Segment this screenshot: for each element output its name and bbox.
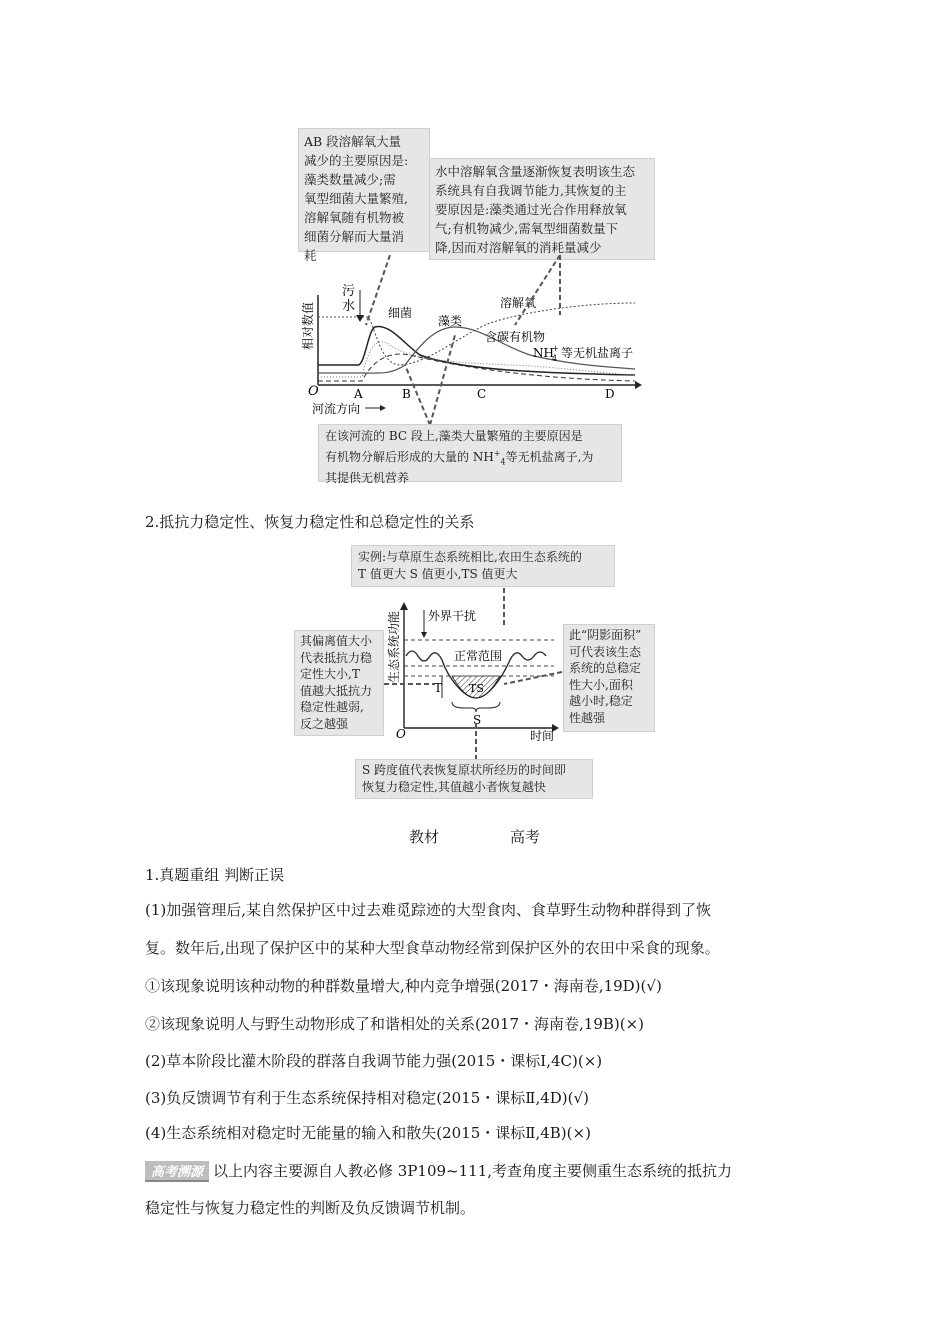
svg-text:+: +	[552, 344, 559, 353]
normal-range-label: 正常范围	[454, 649, 503, 663]
algae-label: 藻类	[438, 314, 463, 328]
source-line-2: 稳定性与恢复力稳定性的判断及负反馈调节机制。	[145, 1199, 476, 1217]
sewage-label: 污	[342, 284, 356, 299]
callout-shadow-area: 此“阴影面积” 可代表该生态 系统的总稳定 性大小,面积 越小时,稳定 性越强	[563, 624, 655, 732]
point-a: A	[354, 387, 363, 401]
question-line-4: ②该现象说明人与野生动物形成了和谐相处的关系(2017・海南卷,19B)(×)	[145, 1015, 645, 1033]
x-axis-label: 时间	[530, 729, 555, 743]
y-axis-label: 生态系统功能	[387, 610, 401, 683]
y-axis-label: 相对数值	[301, 301, 315, 350]
svg-text:4: 4	[552, 354, 558, 363]
sewage-label-2: 水	[342, 299, 356, 314]
bacteria-label: 细菌	[388, 306, 413, 320]
question-line-3: ①该现象说明该种动物的种群数量增大,种内竞争增强(2017・海南卷,19D)(√)	[145, 977, 662, 995]
section-title-right: 高考	[510, 828, 541, 846]
ts-label: TS	[469, 682, 484, 695]
question-line-2: 复。数年后,出现了保护区中的某种大型食草动物经常到保护区外的农田中采食的现象。	[145, 939, 720, 957]
question-line-6: (3)负反馈调节有利于生态系统保持相对稳定(2015・课标Ⅱ,4D)(√)	[145, 1089, 589, 1107]
x-axis-label: 河流方向	[312, 402, 361, 416]
origin-label: O	[396, 727, 406, 741]
section-heading-2: 2.抵抗力稳定性、恢复力稳定性和总稳定性的关系	[145, 513, 475, 531]
river-pollution-diagram	[290, 255, 650, 425]
source-line-1: 高考溯源 以上内容主要源自人教必修 3P109~111,考查角度主要侧重生态系统的抵抗力	[145, 1160, 732, 1182]
source-tag: 高考溯源	[145, 1161, 209, 1182]
origin-label: O	[308, 384, 319, 399]
question-heading: 1.真题重组 判断正误	[145, 866, 285, 884]
callout-resistance: 其偏离值大小 代表抵抗力稳 定性大小,T 值越大抵抗力 稳定性越弱, 反之越强	[294, 630, 384, 736]
s-label: S	[473, 713, 482, 727]
point-c: C	[477, 387, 487, 401]
t-label: T	[434, 681, 443, 695]
callout-recovery: S 跨度值代表恢复原状所经历的时间即 恢复力稳定性,其值越小者恢复越快	[355, 759, 593, 799]
question-line-7: (4)生态系统相对稳定时无能量的输入和散失(2015・课标Ⅱ,4B)(×)	[145, 1124, 591, 1142]
nh4-label: NH	[533, 346, 554, 360]
callout-oxygen-recovery: 水中溶解氧含量逐渐恢复表明该生态 系统具有自我调节能力,其恢复的主 要原因是:藻类通过光合作用释放氧 气;有机物减少,需氧型细菌数量下 降,因而对溶解氧的消耗量减少	[429, 158, 655, 260]
question-line-5: (2)草本阶段比灌木阶段的群落自我调节能力强(2015・课标Ⅰ,4C)(×)	[145, 1052, 603, 1070]
point-d: D	[605, 387, 615, 401]
question-line-1: (1)加强管理后,某自然保护区中过去难觅踪迹的大型食肉、食草野生动物种群得到了恢	[145, 901, 712, 919]
callout-ab-segment: AB 段溶解氧大量 减少的主要原因是: 藻类数量减少;需 氧型细菌大量繁殖, 溶解氧随有机物被 细菌分解而大量消 耗	[298, 128, 430, 252]
organic-label: 含碳有机物	[485, 330, 546, 344]
stability-diagram	[384, 588, 564, 760]
salt-label: 等无机盐离子	[561, 346, 634, 360]
callout-example: 实例:与草原生态系统相比,农田生态系统的 T 值更大 S 值更小,TS 值更大	[351, 545, 615, 587]
section-title-left: 教材	[409, 828, 440, 846]
disturb-label: 外界干扰	[428, 609, 477, 623]
callout-bc-segment: 在该河流的 BC 段上,藻类大量繁殖的主要原因是 有机物分解后形成的大量的 $NH^+_4$等无机盐离子,为 其提供无机营养	[318, 424, 622, 482]
point-b: B	[402, 387, 411, 401]
oxygen-label: 溶解氧	[500, 296, 537, 310]
